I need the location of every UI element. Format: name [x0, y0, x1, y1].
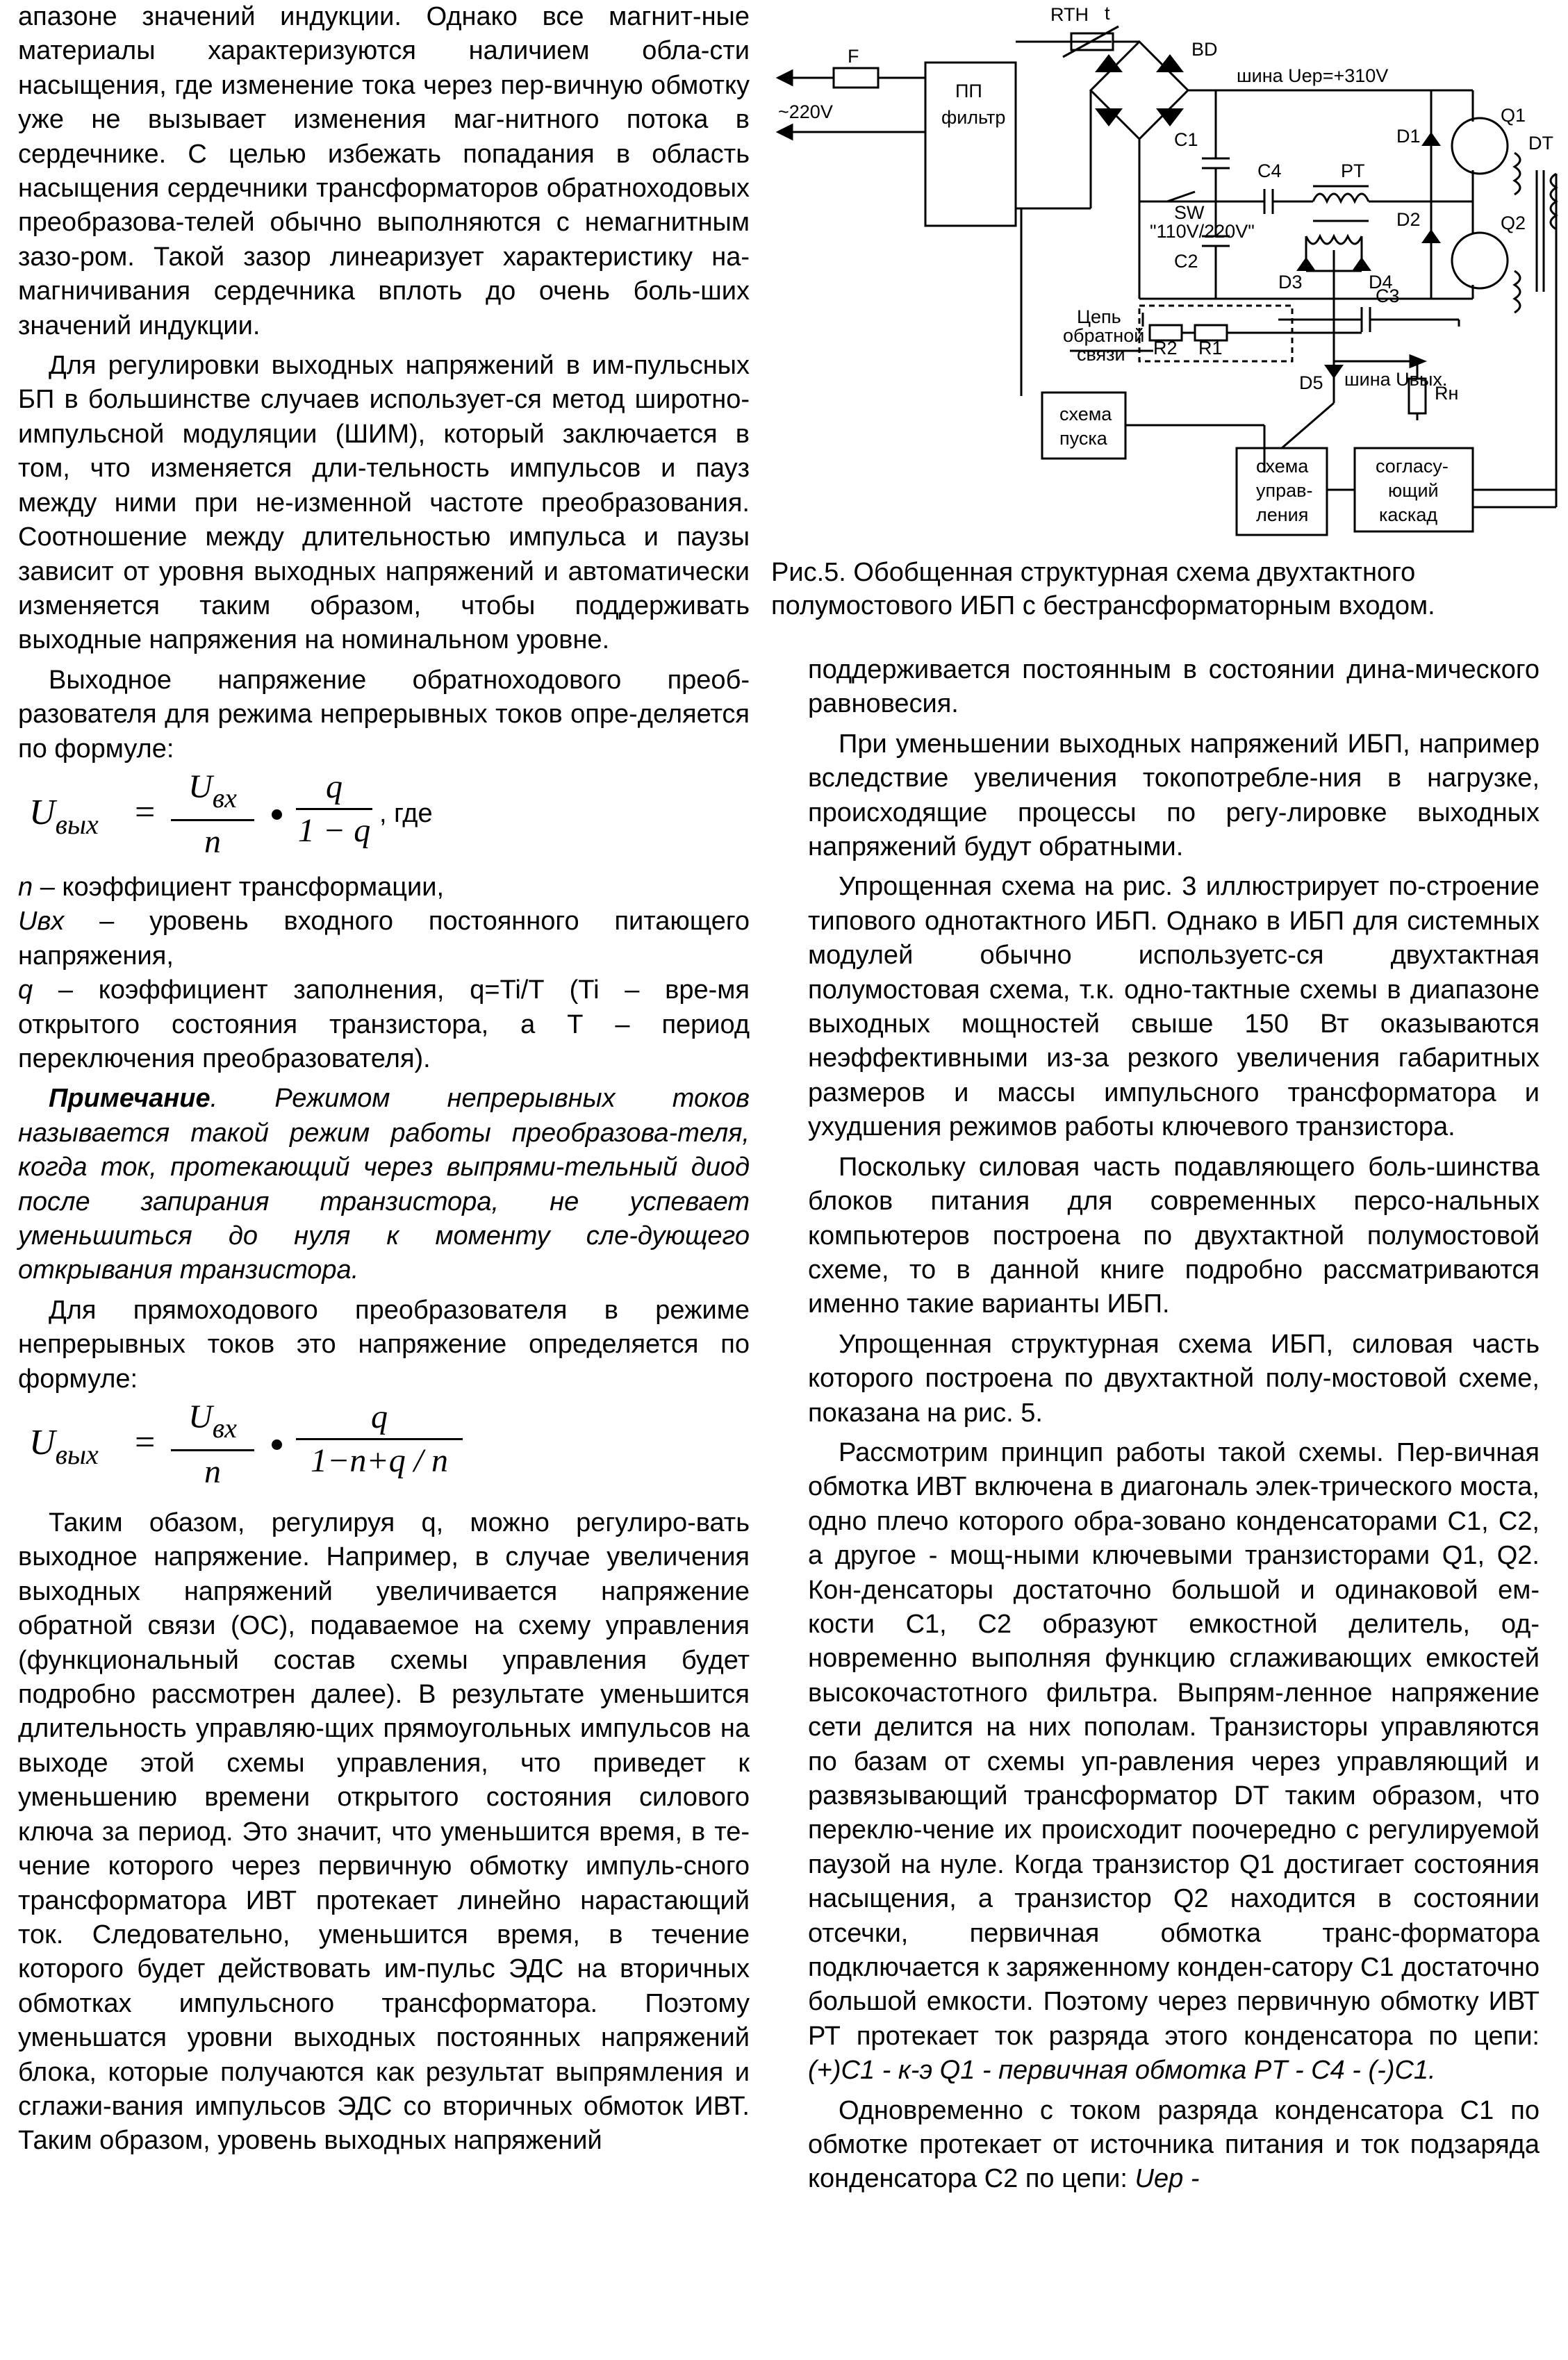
formula-equals: = [135, 1423, 156, 1463]
formula-forward [18, 1396, 750, 1501]
c2-label: C2 [1174, 251, 1198, 272]
r2-label: R2 [1153, 338, 1178, 358]
formula-numerator: $U_{вх}$ [188, 768, 237, 814]
filter-label: ПП [955, 81, 982, 101]
paragraph: При уменьшении выходных напряжений ИБП, например вследствие увеличения токопотребле-ния в нагрузке, происходящие процессы по регу-лировке выходных напряжений будут обратными. [808, 729, 1540, 862]
multiply-dot [272, 1439, 282, 1450]
matching-block-label: согласу- [1376, 456, 1449, 477]
formula-lhs: $U_{вых}$ [29, 792, 99, 840]
d3-label: D3 [1278, 272, 1303, 292]
pt-label: PT [1341, 160, 1365, 181]
paragraph: Рассмотрим принцип работы такой схемы. Пер-вичная обмотка ИВТ включена в диагональ элек-трического моста, одно плечо которого обра-зовано конденсаторами С1, С2, а другое - мощ-ными ключевыми транзисторами Q1, Q2. Кон-денсаторы достаточно большой и одинаковой ем-кости С1, С2 образуют емкостной делитель, од-новременно выполняя функцию сглаживающих емкостей высокочастотного фильтра. Выпрям-ленное напряжение сети делится на них пополам. Транзисторы управляются по базам от схемы уп-равления через управляющий и развязывающий трансформатор DT таким образом, что переклю-чение их происходит поочередно с регулируемой паузой на нуле. Когда транзистор Q1 достигает состояния насыщения, а транзистор Q2 находится в состоянии отсечки, первичная обмотка транс-форматора подключается к заряженному конден-сатору С1 достаточно большой емкости. Поэтому через первичную обмотку ИВТ РТ протекает ток разряда этого конденсатора по цепи: (+)C1 - к-э Q1 - первичная обмотка PT - C4 - (-)C1. [808, 1437, 1540, 2086]
matching-block-label: ющий [1388, 480, 1439, 501]
c4-label: C4 [1257, 160, 1282, 181]
formula-fraction [171, 1396, 254, 1493]
q2-label: Q2 [1501, 213, 1526, 233]
formula-denominator: 1−n+q / n [310, 1442, 449, 1480]
input-bus-label: шина Uер=+310V [1237, 65, 1389, 86]
circuit-svg [764, 0, 1568, 556]
d2-label: D2 [1396, 209, 1421, 230]
formula-numerator: q [371, 1398, 388, 1436]
paragraph: апазоне значений индукции. Однако все магнит-ные материалы характеризуются наличием обла-сти насыщения, где изменение тока через пер-вичную обмотку уже не вызывает изменения маг-нитного потока в сердечнике. С целью избежать попадания в область насыщения сердечники трансформаторов обратноходовых преобразова-телей обычно выполняются с немагнитным зазо-ром. Такой зазор линеаризует характеристику на-магничивания сердечника вплоть до очень боль-ших значений индукции. [18, 2, 750, 340]
formula-denominator: n [204, 1453, 221, 1491]
start-block-label: пуска [1059, 428, 1107, 449]
paragraph: Одновременно с током разряда конденсатора С1 по обмотке протекает от источника питания и ток подзаряда конденсатора С2 по цепи: Uер - [808, 2095, 1540, 2194]
fuse-label: F [848, 46, 859, 67]
multiply-dot [272, 809, 282, 820]
control-block-label: управ- [1256, 480, 1313, 501]
d5-label: D5 [1299, 372, 1323, 393]
start-block-label: схема [1059, 404, 1112, 424]
formula-denominator: 1 − q [297, 811, 371, 849]
c1-label: C1 [1174, 129, 1198, 150]
formula-fraction [296, 766, 372, 852]
control-block-label: ления [1256, 504, 1309, 525]
formula-equals: = [135, 792, 156, 832]
output-bus-label: шина Uвых. [1344, 369, 1448, 390]
d1-label: D1 [1396, 126, 1421, 147]
rth-label: RTH [1050, 4, 1089, 25]
left-column [18, 0, 750, 2159]
paragraph: Упрощенная структурная схема ИБП, силовая часть которого построена по двухтактной полу-мостовой схеме, показана на рис. 5. [808, 1329, 1540, 1428]
filter-label: фильтр [941, 107, 1006, 128]
q1-label: Q1 [1501, 105, 1526, 126]
paragraph: поддерживается постоянным в состоянии дина-мического равновесия. [808, 655, 1540, 719]
formula-tail: , где [379, 798, 433, 828]
formula-fraction [171, 766, 254, 863]
dt-label: DT [1528, 133, 1553, 154]
bridge-label: BD [1191, 39, 1218, 60]
feedback-label: связи [1077, 344, 1125, 365]
formula-flyback [18, 766, 750, 870]
matching-block-label: каскад [1379, 504, 1438, 525]
paragraph: Таким обазом, регулируя q, можно регулиро-вать выходное напряжение. Например, в случае увеличения выходных напряжений увеличивается напряжение обратной связи (ОС), подаваемое на схему управления (функциональный состав схемы управления будет подробно рассмотрен далее). В результате уменьшится длительность управляю-щих прямоугольных импульсов на выходе этой схемы управления, что приведет к уменьшению времени открытого состояния силового ключа за период. Это значит, что уменьшится время, в те-чение которого через первичную обмотку импуль-сного трансформатора ИВТ протекает линейно нарастающий ток. Следовательно, уменьшится время, в течение которого будет действовать им-пульс ЭДС на вторичных обмотках импульсного трансформатора. Поэтому уменьшатся уровни выходных постоянных напряжений блока, которые получаются как результат выпрямления и сглажи-вания импульсов ЭДС со вторичных обмоток ИВТ. Таким образом, уровень выходных напряжений [18, 1508, 750, 2156]
sw-mode-label: "110V/220V" [1150, 221, 1255, 242]
definition-uvx: Uвх – уровень входного постоянного питающего напряжения, [18, 907, 750, 971]
r1-label: R1 [1198, 338, 1223, 358]
definition-n: n – коэффициент трансформации, [18, 872, 445, 902]
paragraph: Выходное напряжение обратноходового преоб-разователя для режима непрерывных токов опре-деляется по формуле: [18, 665, 750, 764]
definition-q: q – коэффициент заполнения, q=Ti/T (Ti – вре-мя открытого состояния транзистора, а Т – период переключения преобразователя). [18, 975, 750, 1073]
formula-fraction [296, 1396, 463, 1482]
formula-lhs: $U_{вых}$ [29, 1423, 99, 1471]
rth-temp-label: t [1105, 3, 1110, 24]
note: Примечание. Режимом непрерывных токов называется такой режим работы преобразова-теля, когда ток, протекающий через выпрями-тельный диод после запирания транзистора, не успевает уменьшиться до нуля к моменту сле-дующего открывания транзистора. [18, 1084, 750, 1285]
paragraph: Для регулировки выходных напряжений в им-пульсных БП в большинстве случаев использует-ся метод широтно-импульсной модуляции (ШИМ), который заключается в том, что изменяется дли-тельность импульсов и пауз между ними при не-изменной частоте преобразования. Соотношение между длительностью импульса и паузы зависит от уровня выходных напряжений и автоматически изменяется таким образом, чтобы поддерживать выходные напряжения на номинальном уровне. [18, 351, 750, 655]
formula-denominator: n [204, 823, 221, 860]
definitions [18, 870, 750, 1076]
paragraph: Для прямоходового преобразователя в режиме непрерывных токов это напряжение определяется по формуле: [18, 1295, 750, 1394]
d4-label: D4 [1369, 272, 1393, 292]
formula-numerator: q [326, 768, 343, 805]
c3-label: C3 [1376, 286, 1400, 306]
figure-caption: Рис.5. Обобщенная структурная схема двухтактного полумостового ИБП с бестрансформаторным входом. [771, 558, 1435, 620]
feedback-label: Цепь [1077, 306, 1121, 327]
paragraph: Поскольку силовая часть подавляющего боль-шинства блоков питания для современных персо-нальных компьютеров построена по двухтактной полумостовой схеме, то в данной книге подробно рассматриваются именно такие варианты ИБП. [808, 1152, 1540, 1319]
control-block-label: схема [1256, 456, 1309, 477]
formula-numerator: $U_{вх}$ [188, 1398, 237, 1444]
circuit-diagram [764, 0, 1568, 556]
sw-label: SW [1174, 202, 1205, 223]
right-column [808, 653, 1540, 2197]
paragraph: Упрощенная схема на рис. 3 иллюстрирует по-строение типового однотактного ИБП. Однако в ИБП для системных модулей обычно используетс-ся двухтактная полумостовая схема, т.к. одно-тактные схемы в диапазоне выходных мощностей свыше 150 Вт оказываются неэффективными из-за резкого увеличения габаритных размеров и массы импульсного трансформатора и ухудшения режимов работы ключевого транзистора. [808, 872, 1540, 1142]
feedback-label: обратной [1063, 325, 1145, 346]
load-label: Rн [1435, 383, 1459, 404]
ac-input-label: ~220V [778, 101, 833, 122]
